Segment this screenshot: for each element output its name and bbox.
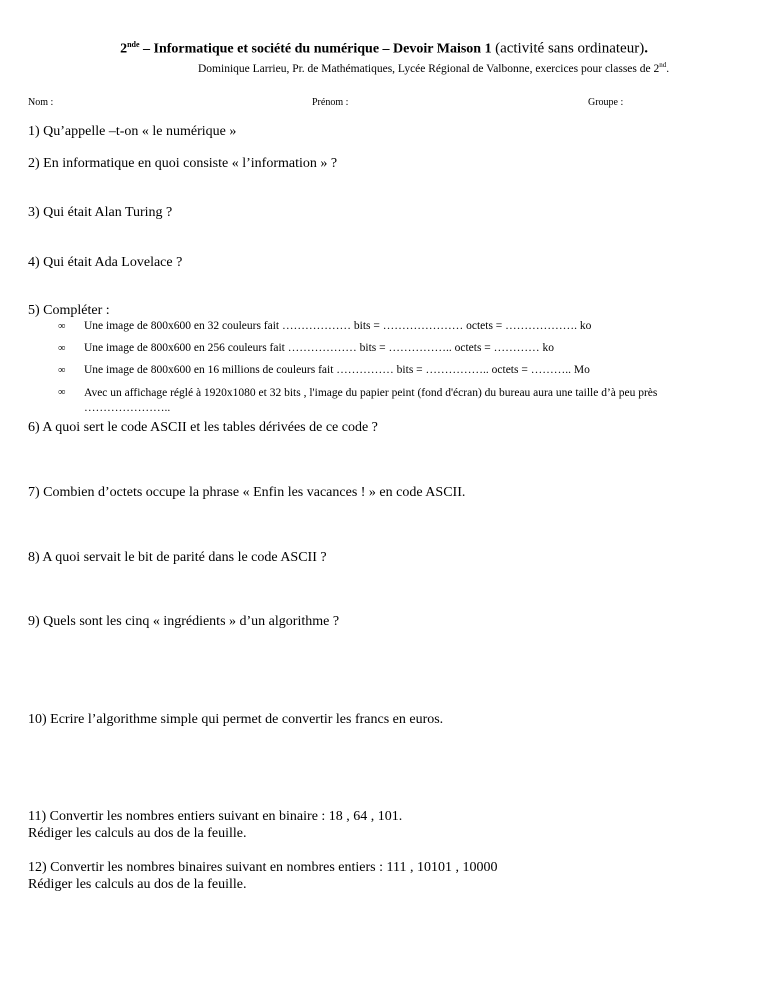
question-3: 3) Qui était Alan Turing ? (28, 205, 173, 220)
subtitle-end: . (666, 62, 670, 75)
nom-field-label: Nom : (28, 97, 54, 108)
question-12-instruction: Rédiger les calculs au dos de la feuille. (28, 877, 247, 892)
question-11-instruction: Rédiger les calculs au dos de la feuille. (28, 826, 247, 841)
subtitle-text: Dominique Larrieu, Pr. de Mathématiques, Lycée Régional de Valbonne, exercices pour classes de 2 (198, 62, 660, 75)
question-2: 2) En informatique en quoi consiste « l’information » ? (28, 156, 338, 171)
question-12: 12) Convertir les nombres binaires suivant en nombres entiers : 111 , 10101 , 10000 (28, 860, 498, 875)
question-5: 5) Compléter : (28, 303, 110, 318)
bullet-icon: ∞ (58, 365, 66, 376)
q5-item-1: Une image de 800x600 en 32 couleurs fait ……………… bits = ………………… octets = ………………. ko (84, 320, 592, 332)
title-main: – Informatique et société du numérique – Devoir Maison 1 (139, 41, 496, 57)
title-paren (495, 41, 648, 57)
question-6: 6) A quoi sert le code ASCII et les tables dérivées de ce code ? (28, 420, 378, 435)
title-end: . (644, 40, 648, 57)
document-subtitle (198, 61, 669, 75)
question-1: 1) Qu’appelle –t-on « le numérique » (28, 124, 237, 139)
question-11: 11) Convertir les nombres entiers suivant en binaire : 18 , 64 , 101. (28, 809, 403, 824)
title-level-sup: nde (127, 40, 140, 49)
title-level: 2 (120, 41, 128, 57)
bullet-icon: ∞ (58, 343, 66, 354)
question-9: 9) Quels sont les cinq « ingrédients » d’un algorithme ? (28, 614, 340, 629)
question-7: 7) Combien d’octets occupe la phrase « Enfin les vacances ! » en code ASCII. (28, 485, 466, 500)
question-4: 4) Qui était Ada Lovelace ? (28, 255, 183, 270)
q5-item-4: Avec un affichage réglé à 1920x1080 et 32 bits , l'image du papier peint (fond d'écran) du bureau aura une taille d’à peu près ………………….. (84, 387, 658, 414)
bullet-icon: ∞ (58, 387, 66, 398)
q5-item-3: Une image de 800x600 en 16 millions de couleurs fait …………… bits = …………….. octets = ……….. Mo (84, 364, 590, 376)
groupe-field-label: Groupe : (588, 97, 624, 108)
document-title (0, 40, 768, 58)
question-10: 10) Ecrire l’algorithme simple qui permet de convertir les francs en euros. (28, 712, 444, 727)
subtitle-sup: nd (659, 61, 667, 69)
q5-item-2: Une image de 800x600 en 256 couleurs fait ……………… bits = …………….. octets = ………… ko (84, 342, 555, 354)
title-paren-text: (activité sans ordinateur) (495, 40, 645, 57)
bullet-icon: ∞ (58, 321, 66, 332)
question-8: 8) A quoi servait le bit de parité dans le code ASCII ? (28, 550, 327, 565)
prenom-field-label: Prénom : (312, 97, 349, 108)
